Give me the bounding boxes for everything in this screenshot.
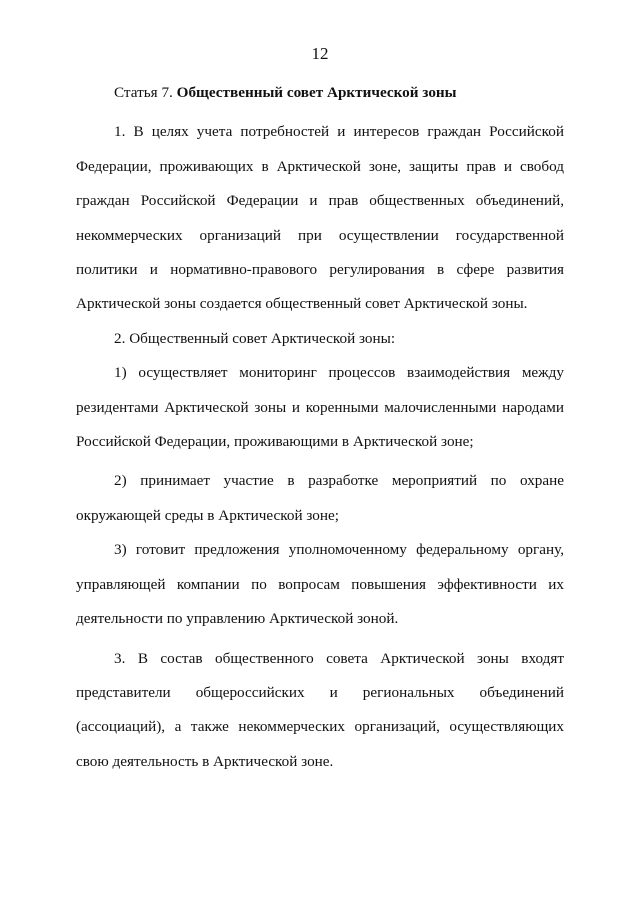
paragraph-2: 2. Общественный совет Арктической зоны: bbox=[114, 329, 396, 347]
article-title: Общественный совет Арктической зоны bbox=[176, 84, 457, 101]
article-label: Статья 7. bbox=[114, 84, 173, 101]
document-body bbox=[76, 76, 564, 779]
page-number: 12 bbox=[311, 44, 329, 63]
paragraph-2-item-3: 3) готовит предложения уполномоченному федеральному органу, управляющей компании по вопросам повышения эффективности их деятельности по управлению Арктической зоной. bbox=[76, 541, 564, 628]
article-heading bbox=[76, 76, 564, 110]
paragraph-3: 3. В состав общественного совета Арктической зоны входят представители общероссийских и региональных объединений (ассоциаций), а также некоммерческих организаций, осуществляющих свою деятельность в Арктической зоне. bbox=[76, 649, 564, 770]
paragraph-2-item-1: 1) осуществляет мониторинг процессов взаимодействия между резидентами Арктической зоны и коренными малочисленными народами Российской Федерации, проживающими в Арктической зоне; bbox=[76, 364, 564, 451]
paragraph-1: 1. В целях учета потребностей и интересов граждан Российской Федерации, проживающих в Арктической зоне, защиты прав и свобод граждан Российской Федерации и прав общественных объединений, некоммерческих организаций при осуществлении государственной политики и нормативно-правового регулирования в сфере развития Арктической зоны создается общественный совет Арктической зоны. bbox=[76, 123, 564, 313]
paragraph-2-item-2: 2) принимает участие в разработке мероприятий по охране окружающей среды в Арктической зоне; bbox=[76, 472, 564, 524]
